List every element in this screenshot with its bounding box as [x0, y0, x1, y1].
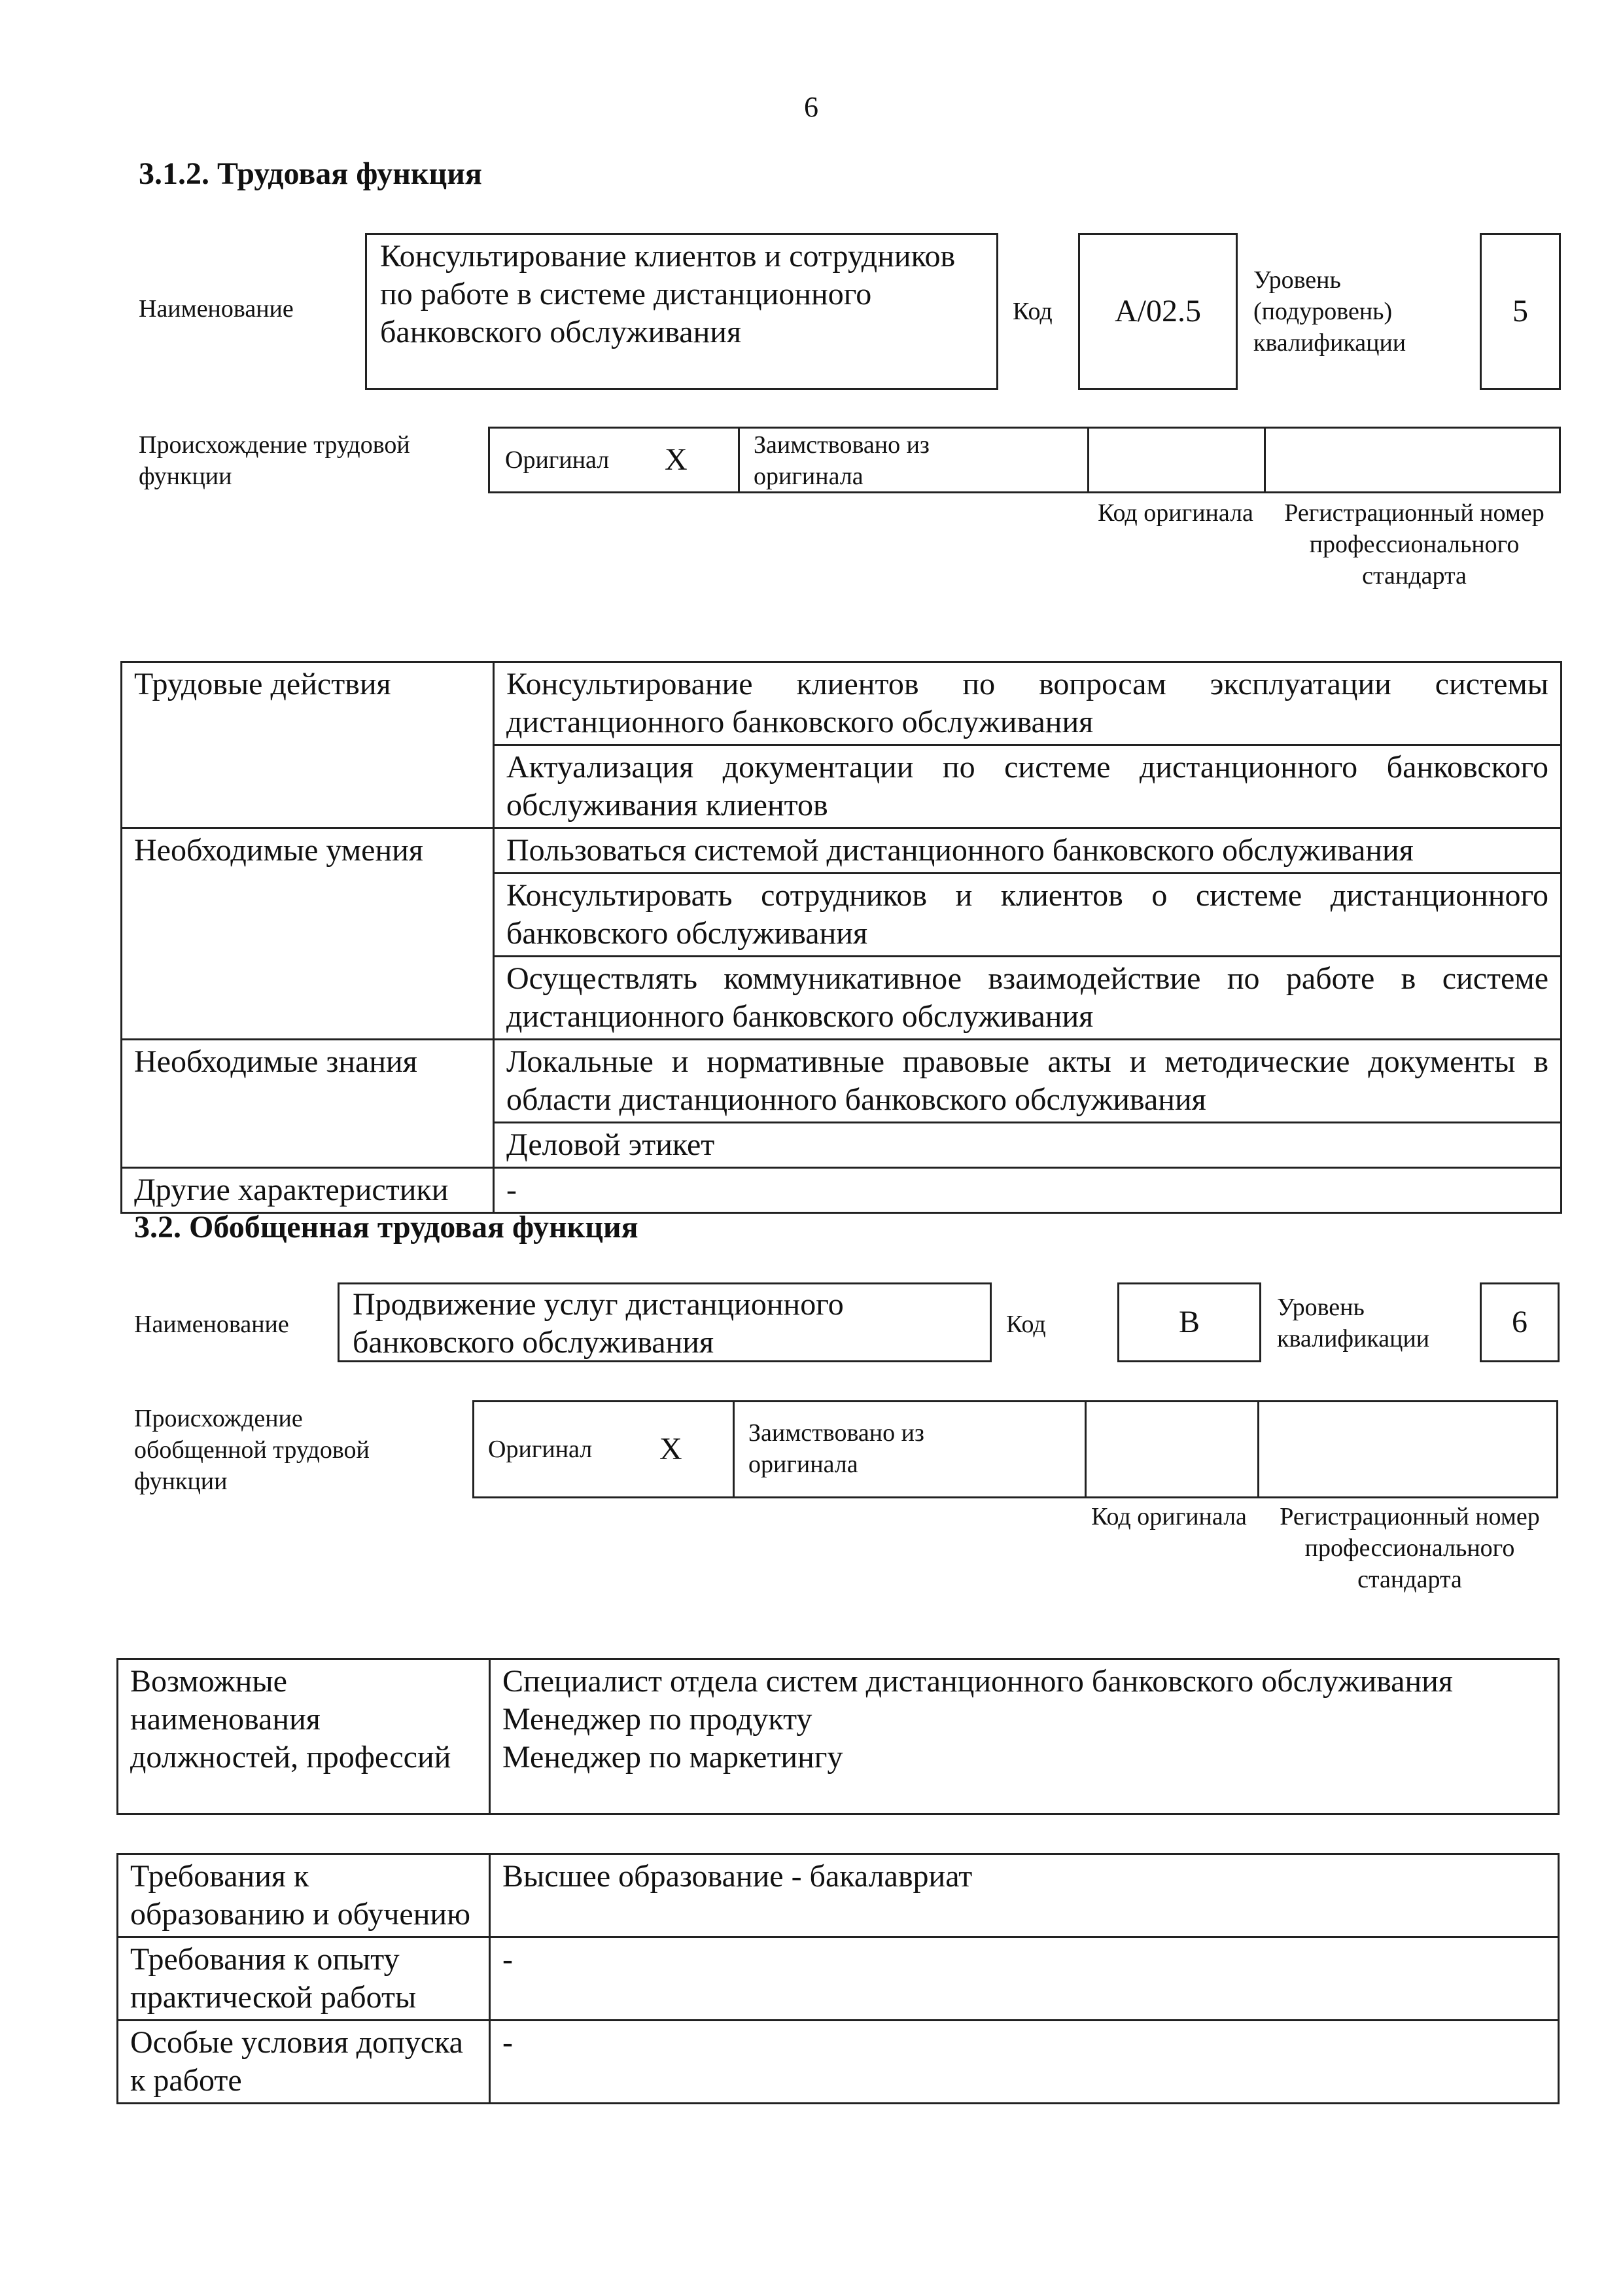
- name-label-2: Наименование: [134, 1311, 289, 1338]
- reg-number-caption: Регистрационный номер профессионального стандарта: [1284, 499, 1544, 590]
- page-number: 6: [804, 91, 818, 123]
- knowledge-label: Необходимые знания: [122, 1040, 494, 1168]
- table-row: [122, 1168, 1562, 1213]
- origin-label: Происхождение трудовой функции: [139, 431, 410, 490]
- code-value-2-text: B: [1178, 1305, 1200, 1339]
- conditions-label: Особые условия допуска к работе: [118, 2021, 490, 2104]
- list-item: Менеджер по продукту: [502, 1702, 812, 1737]
- experience-label: Требования к опыту практической работы: [118, 1937, 490, 2021]
- table-row: [118, 1659, 1559, 1814]
- list-item: Менеджер по маркетингу: [502, 1740, 843, 1775]
- level-value-text: 5: [1512, 294, 1528, 328]
- code-value-2: [1117, 1282, 1261, 1362]
- original-label-2: Оригинал: [488, 1436, 593, 1463]
- original-label: Оригинал: [505, 446, 610, 474]
- labor-actions-label: Трудовые действия: [122, 662, 494, 828]
- positions-label: Возможные наименования должностей, профессий: [118, 1659, 490, 1814]
- labor-action-item: Консультирование клиентов по вопросам эксплуатации системы дистанционного банковского обслуживания: [494, 662, 1562, 745]
- knowledge-item: Локальные и нормативные правовые акты и методические документы в области дистанционного банковского обслуживания: [494, 1040, 1562, 1123]
- skill-item: Консультировать сотрудников и клиентов о системе дистанционного банковского обслуживания: [494, 874, 1562, 957]
- table-row: [122, 828, 1562, 874]
- original-mark: X: [665, 442, 688, 477]
- code-label-2: Код: [1006, 1311, 1046, 1338]
- level-label-2: Уровень квалификации: [1277, 1294, 1430, 1352]
- skill-item: Пользоваться системой дистанционного банковского обслуживания: [494, 828, 1562, 874]
- original-mark-2: X: [659, 1432, 682, 1466]
- origin-label-2: Происхождение обобщенной трудовой функции: [134, 1405, 370, 1495]
- skill-item: Осуществлять коммуникативное взаимодействие по работе в системе дистанционного банковского обслуживания: [494, 957, 1562, 1040]
- table-row: [118, 1937, 1559, 2021]
- table-row: [118, 2021, 1559, 2104]
- other-value: -: [494, 1168, 1562, 1213]
- positions-table: [116, 1658, 1560, 1815]
- code-value-text: A/02.5: [1115, 294, 1201, 328]
- knowledge-item: Деловой этикет: [494, 1123, 1562, 1168]
- section-heading-2: 3.2. Обобщенная трудовая функция: [134, 1210, 638, 1245]
- level-value-2-text: 6: [1512, 1305, 1527, 1339]
- reg-number-caption-2: Регистрационный номер профессионального стандарта: [1280, 1503, 1540, 1593]
- code-original-caption-2: Код оригинала: [1091, 1503, 1247, 1530]
- table-row: [122, 662, 1562, 745]
- borrowed-label: Заимствовано из оригинала: [754, 431, 930, 490]
- section-heading: 3.1.2. Трудовая функция: [139, 156, 482, 191]
- level-value: [1480, 233, 1561, 390]
- conditions-value: -: [490, 2021, 1559, 2104]
- table-row: [118, 1854, 1559, 1937]
- education-value: Высшее образование - бакалавриат: [490, 1854, 1559, 1937]
- education-label: Требования к образованию и обучению: [118, 1854, 490, 1937]
- labor-action-item: Актуализация документации по системе дистанционного банковского обслуживания клиентов: [494, 745, 1562, 828]
- labor-function-table: [120, 661, 1562, 1214]
- code-label: Код: [1013, 298, 1053, 325]
- level-value-2: [1480, 1282, 1560, 1362]
- requirements-table: [116, 1853, 1560, 2104]
- positions-list: [490, 1659, 1559, 1814]
- borrowed-label-2: Заимствовано из оригинала: [748, 1419, 924, 1478]
- name-value: Консультирование клиентов и сотрудников по работе в системе дистанционного банковского обслуживания: [365, 233, 998, 390]
- code-original-caption: Код оригинала: [1098, 499, 1253, 527]
- name-value-2: Продвижение услуг дистанционного банковского обслуживания: [338, 1282, 992, 1362]
- table-row: [122, 1040, 1562, 1123]
- level-label: Уровень (подуровень) квалификации: [1253, 266, 1406, 357]
- other-label: Другие характеристики: [122, 1168, 494, 1213]
- skills-label: Необходимые умения: [122, 828, 494, 1040]
- code-value: [1078, 233, 1238, 390]
- list-item: Специалист отдела систем дистанционного банковского обслуживания: [502, 1664, 1453, 1699]
- experience-value: -: [490, 1937, 1559, 2021]
- origin-row: [488, 427, 1561, 493]
- origin-row-2: [472, 1400, 1558, 1498]
- name-label: Наименование: [139, 295, 294, 323]
